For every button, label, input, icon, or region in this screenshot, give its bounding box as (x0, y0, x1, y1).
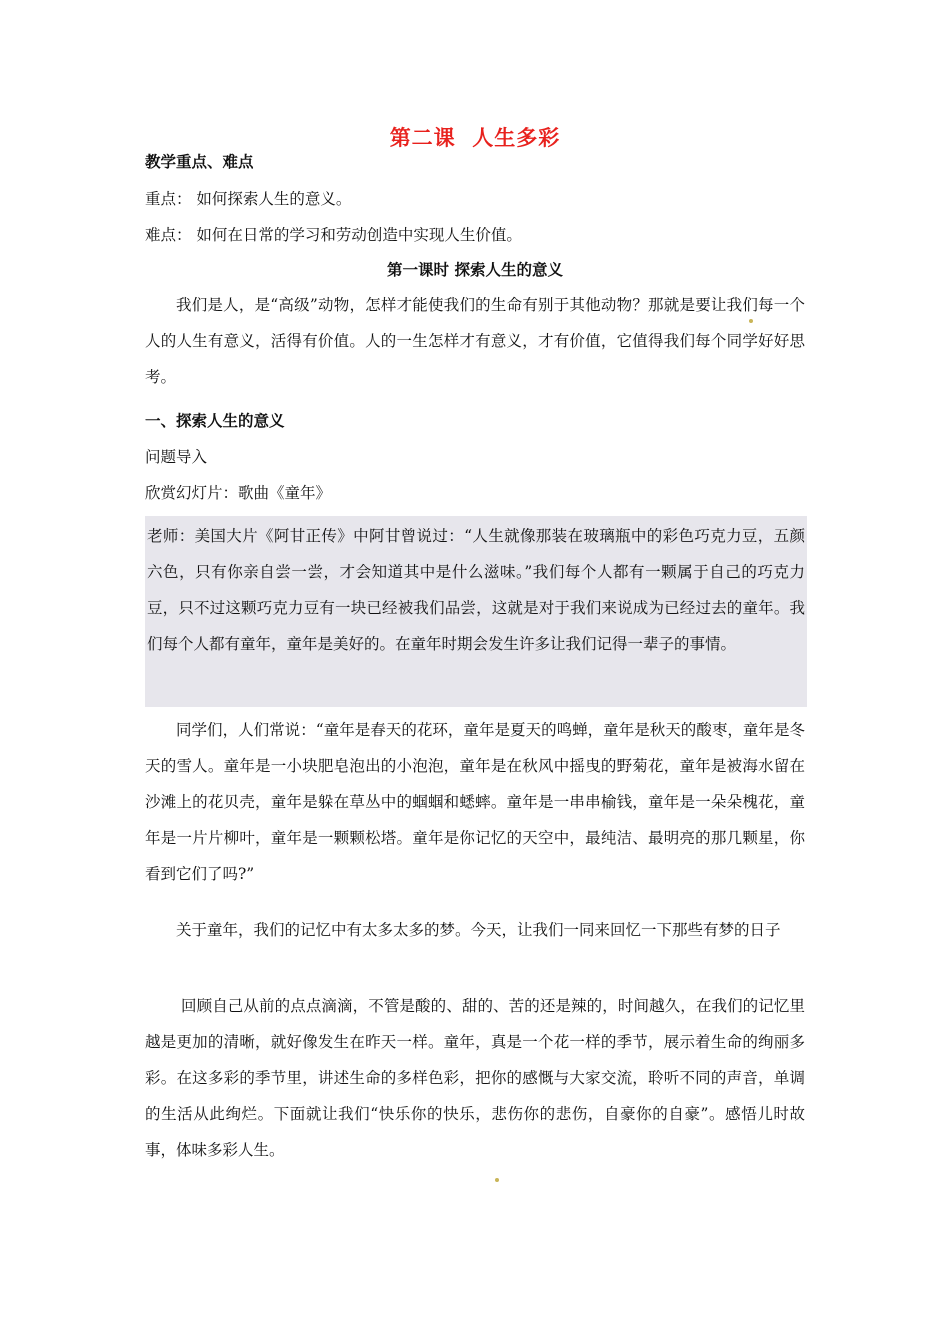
part-one-heading: 一、探索人生的意义 (145, 411, 285, 430)
question-intro: 问题导入 (145, 448, 208, 466)
decorative-dot-icon (495, 1178, 499, 1182)
lesson-title: 第一课时 探索人生的意义 (387, 260, 563, 279)
childhood-paragraph: 同学们，人们常说：“童年是春天的花环，童年是夏天的鸣蝉，童年是秋天的酸枣，童年是冬天的雪人。童年是一小块肥皂泡出的小泡泡，童年是在秋风中摇曳的野菊花，童年是被海水留在沙滩上的花贝壳，童年是躲在草丛中的蝈蝈和蟋蟀。童年是一串串榆钱，童年是一朵朵槐花，童年是一片片柳叶，童年是一颗颗松塔。童年是你记忆的天空中，最纯洁、最明亮的那几颗星，你看到它们了吗?” (145, 721, 805, 883)
review-paragraph: 回顾自己从前的点点滴滴，不管是酸的、甜的、苦的还是辣的，时间越久，在我们的记忆里越是更加的清晰，就好像发生在昨天一样。童年，真是一个花一样的季节，展示着生命的绚丽多彩。在这多彩的季节里，讲述生命的多样色彩，把你的感慨与大家交流，聆听不同的声音，单调的生活从此绚烂。下面就让我们“快乐你的快乐，悲伤你的悲伤，自豪你的自豪”。感悟儿时故事，体味多彩人生。 (145, 997, 805, 1159)
difficult-point: 难点： 如何在日常的学习和劳动创造中实现人生价值。 (145, 226, 522, 244)
teacher-quote-block (145, 516, 807, 707)
page-title: 第二课 人生多彩 (389, 125, 561, 150)
teacher-paragraph: 老师：美国大片《阿甘正传》中阿甘曾说过：“人生就像那装在玻璃瓶中的彩色巧克力豆，五颜六色，只有你亲自尝一尝，才会知道其中是什么滋味。”我们每个人都有一颗属于自己的巧克力豆，只不过这颗巧克力豆有一块已经被我们品尝，这就是对于我们来说成为已经过去的童年。我们每个人都有童年，童年是美好的。在童年时期会发生许多让我们记得一辈子的事情。 (147, 527, 805, 653)
intro-paragraph: 我们是人，是“高级”动物，怎样才能使我们的生命有别于其他动物？那就是要让我们每一个人的人生有意义，活得有价值。人的一生怎样才有意义，才有价值，它值得我们每个同学好好思考。 (145, 296, 805, 386)
section-heading: 教学重点、难点 (145, 152, 254, 171)
key-point: 重点： 如何探索人生的意义。 (145, 190, 352, 208)
slide-line: 欣赏幻灯片：歌曲《童年》 (145, 484, 332, 502)
dream-paragraph: 关于童年，我们的记忆中有太多太多的梦。今天，让我们一同来回忆一下那些有梦的日子 (176, 921, 781, 939)
decorative-dot-icon (749, 319, 753, 323)
